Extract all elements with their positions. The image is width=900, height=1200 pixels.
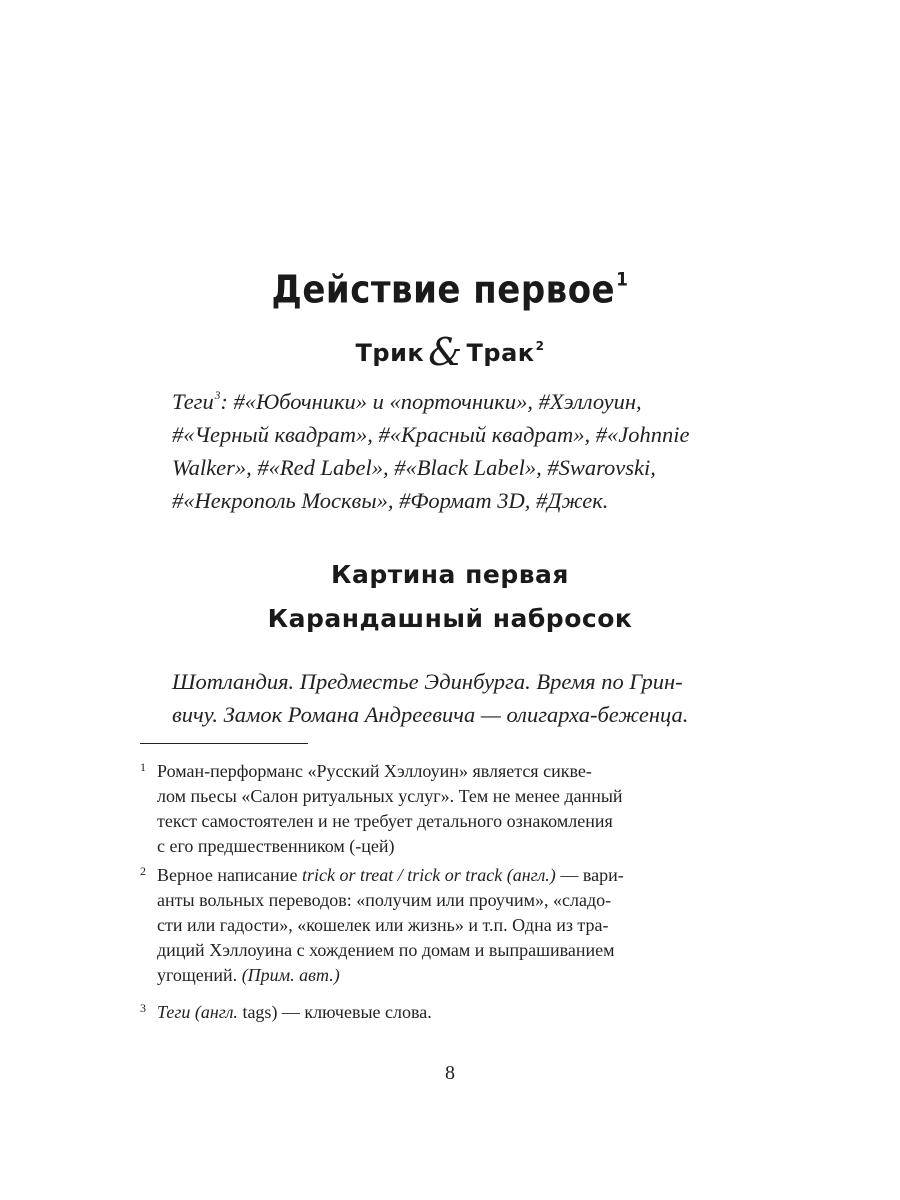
- footnote-line: [157, 863, 720, 888]
- footnote-line: сти или гадости», «кошелек или жизнь» и т.п. Одна из тра-: [157, 915, 609, 935]
- footnote-line: [157, 1000, 720, 1025]
- footnote-number: 1: [140, 760, 146, 774]
- page-number: 8: [445, 1062, 455, 1084]
- tags-label: Теги: [172, 389, 214, 414]
- footnote-3: [140, 1000, 720, 1025]
- footnote-line: [157, 963, 720, 988]
- scene-subtitle: Карандашный набросок: [267, 604, 633, 633]
- act-subtitle-part2: Трак: [466, 339, 535, 367]
- footnote-number: 3: [140, 1001, 146, 1015]
- tags-paragraph: [172, 385, 692, 517]
- ampersand: &: [428, 330, 463, 374]
- tags-line-1-rest: : #«Юбочники» и «порточники», #Хэллоуин,: [220, 389, 642, 414]
- author-note: (Прим. авт.): [241, 965, 340, 985]
- setting-line-2: вичу. Замок Романа Андреевича — олигарха-беженца.: [172, 702, 689, 727]
- footnote-ref-2: 2: [535, 339, 545, 354]
- act-title-text: Действие первое: [271, 267, 616, 313]
- tags-line-3: Walker», #«Red Label», #«Black Label», #Swarovski,: [172, 455, 656, 480]
- footnote-text: — вари-: [555, 865, 624, 885]
- footnote-ref-3: 3: [214, 389, 221, 402]
- setting-paragraph: [172, 665, 702, 731]
- footnote-2: [140, 863, 720, 988]
- act-subtitle: [0, 330, 900, 374]
- tags-line-4: #«Некрополь Москвы», #Формат 3D, #Джек.: [172, 488, 609, 513]
- footnote-ref-1: 1: [616, 268, 629, 291]
- footnote-line: анты вольных переводов: «получим или проучим», «сладо-: [157, 890, 612, 910]
- footnote-line: текст самостоятелен и не требует детального ознакомления: [157, 811, 613, 831]
- footnote-italic-term: ) — ключевые слова.: [271, 1002, 432, 1022]
- footnote-body: [157, 1000, 720, 1025]
- act-title: [0, 268, 900, 313]
- footnote-number: 2: [140, 864, 146, 878]
- footnote-italic-term: Теги (англ.: [157, 1002, 243, 1022]
- footnote-body: [157, 863, 720, 988]
- footnote-body: [157, 759, 720, 859]
- footnote-1: [140, 759, 720, 859]
- act-subtitle-part1: Трик: [355, 339, 425, 367]
- footnote-text: Верное написание: [157, 865, 302, 885]
- tags-line-2: #«Черный квадрат», #«Красный квадрат», #«Johnnie: [172, 422, 690, 447]
- setting-line-1: Шотландия. Предместье Эдинбурга. Время по Грин-: [172, 669, 683, 694]
- footnote-line: лом пьесы «Салон ритуальных услуг». Тем не менее данный: [157, 786, 623, 806]
- footnote-separator: [140, 743, 308, 744]
- footnote-line: с его предшественником (-цей): [157, 836, 395, 856]
- footnote-line: диций Хэллоуина с хождением по домам и выпрашиванием: [157, 940, 615, 960]
- footnote-text: tags: [242, 1002, 272, 1022]
- footnote-text: угощений.: [157, 965, 242, 985]
- scene-title: Картина первая: [331, 560, 569, 589]
- footnote-line: Роман-перформанс «Русский Хэллоуин» является сикве-: [157, 761, 592, 781]
- tags-line-1: [172, 385, 692, 418]
- footnote-italic-term: trick or treat / trick or track (англ.): [301, 865, 556, 885]
